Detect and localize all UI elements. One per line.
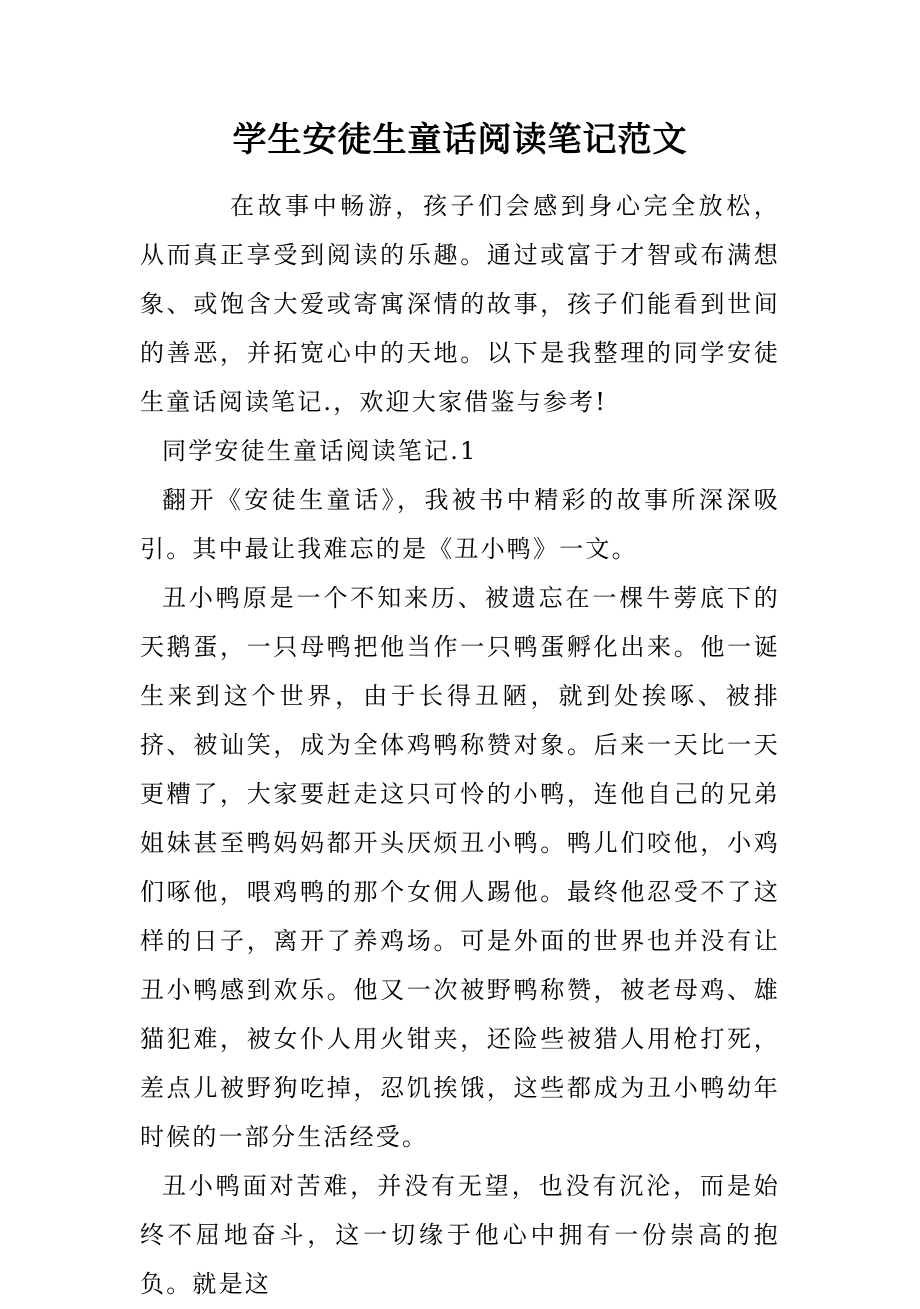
document-body: [140, 182, 780, 1309]
body-paragraph: 丑小鸭面对苦难，并没有无望，也没有沉沦，而是始终不屈地奋斗，这一切缘于他心中拥有一份崇高的抱负。就是这: [140, 1172, 780, 1298]
intro-paragraph: 在故事中畅游，孩子们会感到身心完全放松，从而真正享受到阅读的乐趣。通过或富于才智或布满想象、或饱含大爱或寄寓深情的故事，孩子们能看到世间的善恶，并拓宽心中的天地。以下是我整理的同学安徒生童话阅读笔记.，欢迎大家借鉴与参考!: [140, 192, 780, 416]
section-heading: 同学安徒生童话阅读笔记.1: [162, 437, 478, 465]
document-title: 学生安徒生童话阅读笔记范文: [232, 120, 688, 160]
body-paragraph: 丑小鸭原是一个不知来历、被遗忘在一棵牛蒡底下的天鹅蛋，一只母鸭把他当作一只鸭蛋孵化出来。他一诞生来到这个世界，由于长得丑陋，就到处挨啄、被排挤、被讪笑，成为全体鸡鸭称赞对象。后来一天比一天更糟了，大家要赶走这只可怜的小鸭，连他自己的兄弟姐妹甚至鸭妈妈都开头厌烦丑小鸭。鸭儿们咬他，小鸡们啄他，喂鸡鸭的那个女佣人踢他。最终他忍受不了这样的日子，离开了养鸡场。可是外面的世界也并没有让丑小鸭感到欢乐。他又一次被野鸭称赞，被老母鸡、雄猫犯难，被女仆人用火钳夹，还险些被猎人用枪打死，差点儿被野狗吃掉，忍饥挨饿，这些都成为丑小鸭幼年时候的一部分生活经受。: [140, 584, 780, 1151]
body-paragraph: 翻开《安徒生童话》，我被书中精彩的故事所深深吸引。其中最让我难忘的是《丑小鸭》一文。: [140, 486, 780, 563]
